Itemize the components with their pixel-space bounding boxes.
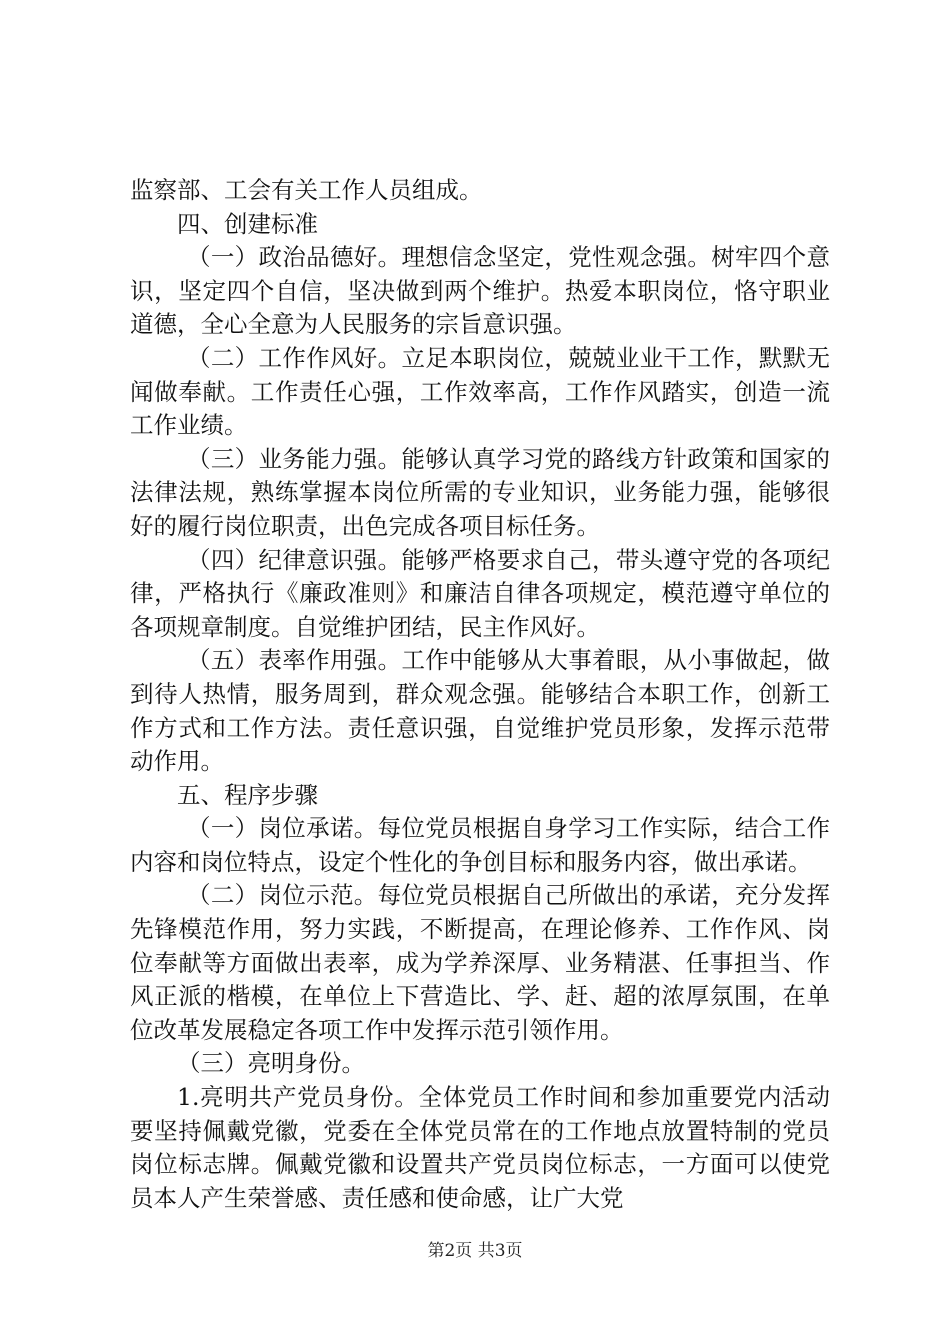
section-heading-standards: 四、创建标准 — [177, 209, 318, 238]
subheading-identity: （三）亮明身份。 — [177, 1049, 365, 1078]
document-body — [130, 174, 830, 1215]
paragraph-continuation: 监察部、工会有关工作人员组成。 — [130, 176, 483, 204]
page-number-footer: 第2页 共3页 — [427, 1241, 523, 1261]
paragraph-standard-2: （二）工作作风好。立足本职岗位，兢兢业业干工作，默默无闻做奉献。工作责任心强，工作效率高，工作作风踏实，创造一流工作业绩。 — [130, 343, 830, 440]
paragraph-standard-1: （一）政治品德好。理想信念坚定，党性观念强。树牢四个意识，坚定四个自信，坚决做到两个维护。热爱本职岗位，恪守职业道德，全心全意为人民服务的宗旨意识强。 — [130, 243, 830, 339]
section-heading-procedures: 五、程序步骤 — [177, 780, 318, 809]
paragraph-identity-1: 1.亮明共产党员身份。全体党员工作时间和参加重要党内活动要坚持佩戴党徽，党委在全体党员常在的工作地点放置特制的党员岗位标志牌。佩戴党徽和设置共产党员岗位标志，一方面可以使党员本人产生荣誉感、责任感和使命感，让广大党 — [130, 1083, 830, 1212]
paragraph-procedure-1: （一）岗位承诺。每位党员根据自身学习工作实际，结合工作内容和岗位特点，设定个性化的争创目标和服务内容，做出承诺。 — [130, 814, 830, 876]
paragraph-standard-5: （五）表率作用强。工作中能够从大事着眼，从小事做起，做到待人热情，服务周到，群众观念强。能够结合本职工作，创新工作方式和工作方法。责任意识强，自觉维护党员形象，发挥示范带动作用。 — [130, 646, 830, 776]
paragraph-standard-4: （四）纪律意识强。能够严格要求自己，带头遵守党的各项纪律，严格执行《廉政准则》和廉洁自律各项规定，模范遵守单位的各项规章制度。自觉维护团结，民主作风好。 — [130, 545, 830, 641]
paragraph-procedure-2: （二）岗位示范。每位党员根据自己所做出的承诺，充分发挥先锋模范作用，努力实践，不断提高，在理论修养、工作作风、岗位奉献等方面做出表率，成为学养深厚、业务精湛、任事担当、作风正派的楷模，在单位上下营造比、学、赶、超的浓厚氛围，在单位改革发展稳定各项工作中发挥示范引领作用。 — [130, 881, 830, 1044]
paragraph-standard-3: （三）业务能力强。能够认真学习党的路线方针政策和国家的法律法规，熟练掌握本岗位所需的专业知识，业务能力强，能够很好的履行岗位职责，出色完成各项目标任务。 — [130, 444, 830, 540]
